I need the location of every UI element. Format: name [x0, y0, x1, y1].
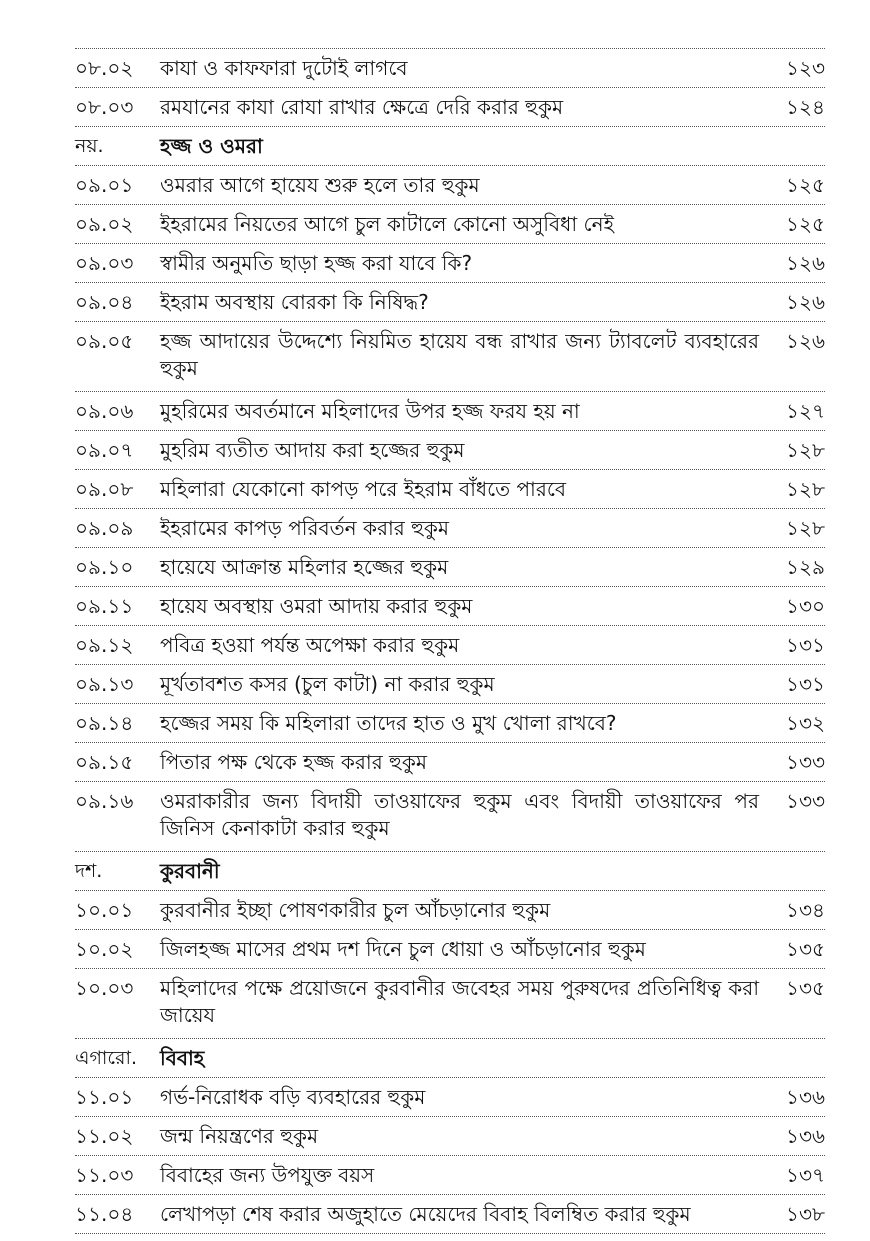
- page-number: ১২৬: [786, 290, 825, 314]
- toc-entry-row: [75, 166, 825, 205]
- entry-title: হজ্জ আদায়ের উদ্দেশ্যে নিয়মিত হায়েয বন্ধ রাখার জন্য ট্যাবলেট ব্যবহারের হুকুম: [160, 329, 759, 380]
- toc-entry-row: [75, 548, 825, 587]
- entry-number: ০৯.০৫: [75, 329, 134, 353]
- entry-title: মুহরিমের অবর্তমানে মহিলাদের উপর হজ্জ ফরয হয় না: [160, 399, 580, 423]
- toc-entry-row: [75, 244, 825, 283]
- page-number: ১২৯: [786, 555, 825, 579]
- entry-number: ০৯.০৮: [75, 477, 134, 501]
- entry-title: মূর্খতাবশত কসর (চুল কাটা) না করার হুকুম: [160, 672, 495, 696]
- page-number: ১৩৭: [786, 1163, 825, 1187]
- toc-entry-row: [75, 626, 825, 665]
- entry-number: ০৯.১১: [75, 594, 134, 618]
- table-of-contents: [75, 48, 825, 1234]
- entry-number: ১১.০৪: [75, 1202, 134, 1226]
- toc-entry-row: [75, 470, 825, 509]
- entry-title: জন্ম নিয়ন্ত্রণের হুকুম: [160, 1124, 319, 1148]
- section-heading-row: [75, 852, 825, 891]
- entry-number: ০৯.০৪: [75, 290, 134, 314]
- page-number: ১২৭: [786, 399, 825, 423]
- entry-number: ০৮.০২: [75, 56, 134, 80]
- page-number: ১৩৪: [786, 898, 825, 922]
- entry-title: ইহরামের কাপড় পরিবর্তন করার হুকুম: [160, 516, 449, 540]
- toc-entry-row: [75, 743, 825, 782]
- toc-entry-row: [75, 1195, 825, 1234]
- section-heading-row: [75, 127, 825, 166]
- entry-number: ১০.০৩: [75, 976, 134, 1000]
- toc-entry-row: [75, 283, 825, 322]
- entry-title: পিতার পক্ষ থেকে হজ্জ করার হুকুম: [160, 750, 427, 774]
- entry-number: ০৯.১০: [75, 555, 134, 579]
- entry-title: হায়েযে আক্রান্ত মহিলার হজ্জের হুকুম: [160, 555, 449, 579]
- section-number: এগারো.: [75, 1047, 138, 1069]
- entry-number: ০৯.১২: [75, 633, 134, 657]
- entry-number: ০৯.০২: [75, 212, 134, 236]
- toc-entry-row: [75, 782, 825, 852]
- page-number: ১৩৫: [786, 976, 825, 1000]
- page-number: ১২৬: [786, 251, 825, 275]
- entry-number: ০৮.০৩: [75, 95, 134, 119]
- section-title: কুরবানী: [160, 859, 220, 883]
- entry-title: মহিলারা যেকোনো কাপড় পরে ইহরাম বাঁধতে পারবে: [160, 477, 567, 501]
- toc-entry-row: [75, 1156, 825, 1195]
- entry-title: রমযানের কাযা রোযা রাখার ক্ষেত্রে দেরি করার হুকুম: [160, 95, 564, 119]
- toc-entry-row: [75, 930, 825, 969]
- section-title: হজ্জ ও ওমরা: [160, 134, 263, 158]
- page-number: ১৩৬: [786, 1124, 825, 1148]
- toc-entry-row: [75, 587, 825, 626]
- entry-title: ইহরাম অবস্থায় বোরকা কি নিষিদ্ধ?: [160, 290, 429, 314]
- section-heading-row: [75, 1039, 825, 1078]
- entry-title: জিলহজ্জ মাসের প্রথম দশ দিনে চুল ধোয়া ও আঁচড়ানোর হুকুম: [160, 937, 646, 961]
- toc-entry-row: [75, 431, 825, 470]
- entry-title: ওমরাকারীর জন্য বিদায়ী তাওয়াফের হুকুম এবং বিদায়ী তাওয়াফের পর জিনিস কেনাকাটা করার হুকুম: [160, 789, 759, 840]
- entry-number: ০৯.১৩: [75, 672, 134, 696]
- page-number: ১২৮: [786, 477, 825, 501]
- entry-title: স্বামীর অনুমতি ছাড়া হজ্জ করা যাবে কি?: [160, 251, 473, 275]
- entry-title: কাযা ও কাফফারা দুটোই লাগবে: [160, 56, 408, 80]
- toc-entry-row: [75, 665, 825, 704]
- entry-number: ০৯.০৩: [75, 251, 134, 275]
- entry-title: হজ্জের সময় কি মহিলারা তাদের হাত ও মুখ খোলা রাখবে?: [160, 711, 617, 735]
- section-number: দশ.: [75, 860, 103, 882]
- toc-entry-row: [75, 392, 825, 431]
- page-number: ১৩৩: [786, 789, 825, 813]
- entry-title: পবিত্র হওয়া পর্যন্ত অপেক্ষা করার হুকুম: [160, 633, 460, 657]
- section-title: বিবাহ: [160, 1046, 205, 1070]
- toc-entry-row: [75, 969, 825, 1039]
- page-number: ১৩০: [786, 594, 825, 618]
- entry-title: মহিলাদের পক্ষে প্রয়োজনে কুরবানীর জবেহর সময় পুরুষদের প্রতিনিধিত্ব করা জায়েয: [160, 976, 759, 1027]
- page-number: ১৩১: [786, 633, 825, 657]
- entry-title: বিবাহের জন্য উপযুক্ত বয়স: [160, 1163, 375, 1187]
- page-number: ১২৫: [786, 173, 825, 197]
- entry-number: ১১.০৩: [75, 1163, 134, 1187]
- entry-number: ১০.০২: [75, 937, 134, 961]
- entry-number: ১১.০২: [75, 1124, 134, 1148]
- page-number: ১২৩: [786, 56, 825, 80]
- page-number: ১৩৩: [786, 750, 825, 774]
- page-number: ১৩৬: [786, 1085, 825, 1109]
- toc-entry-row: [75, 322, 825, 392]
- page-number: ১২৬: [786, 329, 825, 353]
- toc-entry-row: [75, 704, 825, 743]
- entry-title: হায়েয অবস্থায় ওমরা আদায় করার হুকুম: [160, 594, 473, 618]
- page-number: ১৩২: [786, 711, 825, 735]
- entry-title: লেখাপড়া শেষ করার অজুহাতে মেয়েদের বিবাহ বিলম্বিত করার হুকুম: [160, 1202, 691, 1226]
- entry-number: ১১.০১: [75, 1085, 134, 1109]
- entry-number: ০৯.০৯: [75, 516, 134, 540]
- toc-entry-row: [75, 891, 825, 930]
- entry-number: ১০.০১: [75, 898, 134, 922]
- entry-number: ০৯.১৪: [75, 711, 134, 735]
- page-number: ১৩৮: [786, 1202, 825, 1226]
- entry-number: ০৯.১৬: [75, 789, 134, 813]
- toc-entry-row: [75, 88, 825, 127]
- toc-entry-row: [75, 49, 825, 88]
- page-number: ১২৫: [786, 212, 825, 236]
- entry-title: গর্ভ-নিরোধক বড়ি ব্যবহারের হুকুম: [160, 1085, 426, 1109]
- page-number: ১২৪: [786, 95, 825, 119]
- toc-entry-row: [75, 205, 825, 244]
- entry-title: কুরবানীর ইচ্ছা পোষণকারীর চুল আঁচড়ানোর হুকুম: [160, 898, 551, 922]
- entry-number: ০৯.০১: [75, 173, 134, 197]
- entry-title: ইহরামের নিয়তের আগে চুল কাটালে কোনো অসুবিধা নেই: [160, 212, 614, 236]
- page-number: ১৩১: [786, 672, 825, 696]
- page-number: ১২৮: [786, 516, 825, 540]
- page-number: ১২৮: [786, 438, 825, 462]
- entry-number: ০৯.১৫: [75, 750, 134, 774]
- section-number: নয়.: [75, 135, 104, 157]
- entry-number: ০৯.০৭: [75, 438, 134, 462]
- entry-title: মুহরিম ব্যতীত আদায় করা হজ্জের হুকুম: [160, 438, 465, 462]
- toc-entry-row: [75, 1078, 825, 1117]
- toc-entry-row: [75, 1117, 825, 1156]
- entry-title: ওমরার আগে হায়েয শুরু হলে তার হুকুম: [160, 173, 480, 197]
- entry-number: ০৯.০৬: [75, 399, 134, 423]
- page-number: ১৩৫: [786, 937, 825, 961]
- toc-entry-row: [75, 509, 825, 548]
